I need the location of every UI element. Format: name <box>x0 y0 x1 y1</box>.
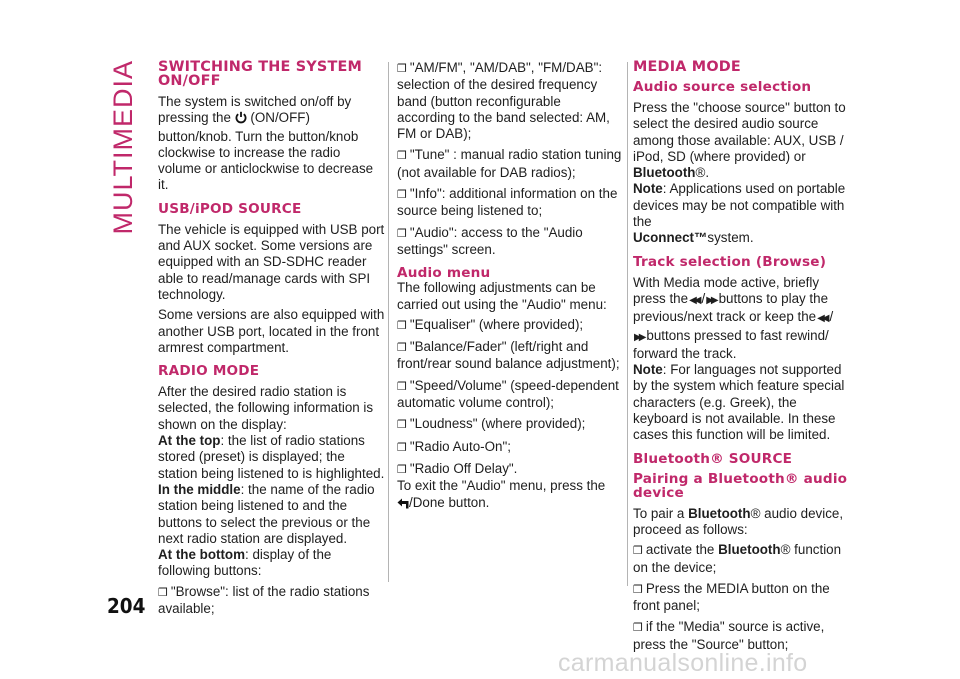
paragraph-note-2: Note: For languages not supported by the system which feature special characters (e.g. Greek), the keyboard is not available. In these cases this function will be limited. <box>633 362 845 443</box>
heading-usb: USB/iPOD SOURCE <box>158 200 302 217</box>
paragraph-usb-1: The vehicle is equipped with USB port and AUX socket. Some versions are equipped with an SD-SDHC reader able to read/manage cards with SPI technology. <box>158 221 385 302</box>
bullet-icon: ❒ <box>397 63 407 75</box>
list-item: ❒ "Radio Off Delay". <box>397 460 518 476</box>
paragraph-exit: To exit the "Audio" menu, press the /Done button. <box>397 478 622 513</box>
previous-track-icon: ◀◀ <box>817 313 827 325</box>
column-2 <box>397 60 622 517</box>
list-item: ❒ Press the MEDIA button on the front panel; <box>633 580 830 614</box>
paragraph-note-1: Note: Applications used on portable devices may be not compatible with the Uconnect™system. <box>633 181 846 246</box>
bullet-icon: ❒ <box>397 419 407 432</box>
next-track-icon: ▶▶ <box>706 294 716 306</box>
list-item: ❒ if the "Media" source is active, press the "Source" button; <box>633 619 825 652</box>
column-3 <box>633 60 855 658</box>
section-title: MULTIMEDIA <box>108 60 138 235</box>
bullet-icon: ❒ <box>397 380 407 393</box>
bullet-icon: ❒ <box>397 319 407 332</box>
previous-track-icon: ◀◀ <box>689 294 699 306</box>
bullet-icon: ❒ <box>633 583 643 596</box>
bullet-icon: ❒ <box>397 227 407 240</box>
power-icon <box>235 111 247 128</box>
next-track-icon: ▶▶ <box>634 331 644 343</box>
paragraph-radio: After the desired radio station is selected, the following information is shown on the display: <box>158 384 374 432</box>
bullet-icon: ❒ <box>397 342 407 355</box>
heading-audio-source: Audio source selection <box>633 79 812 95</box>
heading-pairing: Pairing a Bluetooth® audio device <box>633 470 848 501</box>
list-item: ❒ "Equaliser" (where provided); <box>397 316 584 332</box>
heading-switching: SWITCHING THE SYSTEM ON/OFF <box>158 59 363 89</box>
heading-media-mode: MEDIA MODE <box>633 59 741 75</box>
bullet-icon: ❒ <box>633 622 643 635</box>
list-item: ❒ "Browse": list of the radio stations available; <box>158 583 370 617</box>
list-item: ❒ "Tune" : manual radio station tuning (not available for DAB radios); <box>397 147 622 180</box>
column-divider <box>627 62 628 586</box>
list-item: ❒ "Speed/Volume" (speed-dependent automatic volume control); <box>397 377 619 411</box>
paragraph-middle: In the middle: the name of the radio station being listened to and the buttons to select the previous or the next radio station are displayed. <box>158 481 375 546</box>
list-item: ❒ "Loudness" (where provided); <box>397 416 586 432</box>
paragraph-audio-menu: The following adjustments can be carried out using the "Audio" menu: <box>397 280 607 312</box>
list-item: ❒ "AM/FM", "AM/DAB", "FM/DAB": selection of the desired frequency band (button reconfigurable according to the band selected: AM, FM or DAB); <box>397 60 610 142</box>
paragraph-source: Press the "choose source" button to select the desired audio source among those available: AUX, USB / iPod, SD (where provided) or Bluetooth®. <box>633 100 846 181</box>
paragraph-top: At the top: the list of radio stations stored (preset) is displayed; the station being listened to is highlighted. <box>158 433 385 481</box>
bullet-icon: ❒ <box>633 545 643 558</box>
back-arrow-icon <box>397 497 409 513</box>
list-item: ❒ "Radio Auto-On"; <box>397 438 511 454</box>
paragraph-track: With Media mode active, briefly press the◀◀ /▶▶ buttons to play the previous/next track or keep the◀◀ / ▶▶ buttons pressed to fast rewind/ forward the track. <box>633 274 834 361</box>
heading-audio-menu: Audio menu <box>397 265 491 282</box>
heading-radio: RADIO MODE <box>158 363 260 380</box>
paragraph-pairing: To pair a Bluetooth® audio device, proceed as follows: <box>633 505 844 537</box>
column-1 <box>158 60 386 622</box>
bullet-icon: ❒ <box>397 441 407 454</box>
list-item: ❒ activate the Bluetooth® function on the device; <box>633 542 842 575</box>
list-item: ❒ "Balance/Fader" (left/right and front/rear sound balance adjustment); <box>397 339 620 372</box>
paragraph-bottom: At the bottom: display of the following buttons: <box>158 547 332 579</box>
list-item: ❒ "Audio": access to the "Audio settings" screen. <box>397 224 583 257</box>
bullet-icon: ❒ <box>397 463 407 476</box>
paragraph-switching: The system is switched on/off by pressing the (ON/OFF) button/knob. Turn the button/knob clockwise to increase the radio volume or anticlockwise to decrease it. <box>158 94 374 193</box>
paragraph-usb-2: Some versions are also equipped with another USB port, located in the front armrest compartment. <box>158 307 385 355</box>
list-item: ❒ "Info": additional information on the source being listened to; <box>397 186 618 219</box>
page-number: 204 <box>107 594 146 618</box>
column-divider <box>388 62 389 582</box>
watermark: carmanualsonline.info <box>558 649 808 677</box>
bullet-icon: ❒ <box>397 189 407 202</box>
bullet-icon: ❒ <box>158 586 168 599</box>
bullet-icon: ❒ <box>397 150 407 163</box>
heading-bluetooth-source: Bluetooth® SOURCE <box>633 450 793 467</box>
heading-track-selection: Track selection (Browse) <box>633 253 827 270</box>
